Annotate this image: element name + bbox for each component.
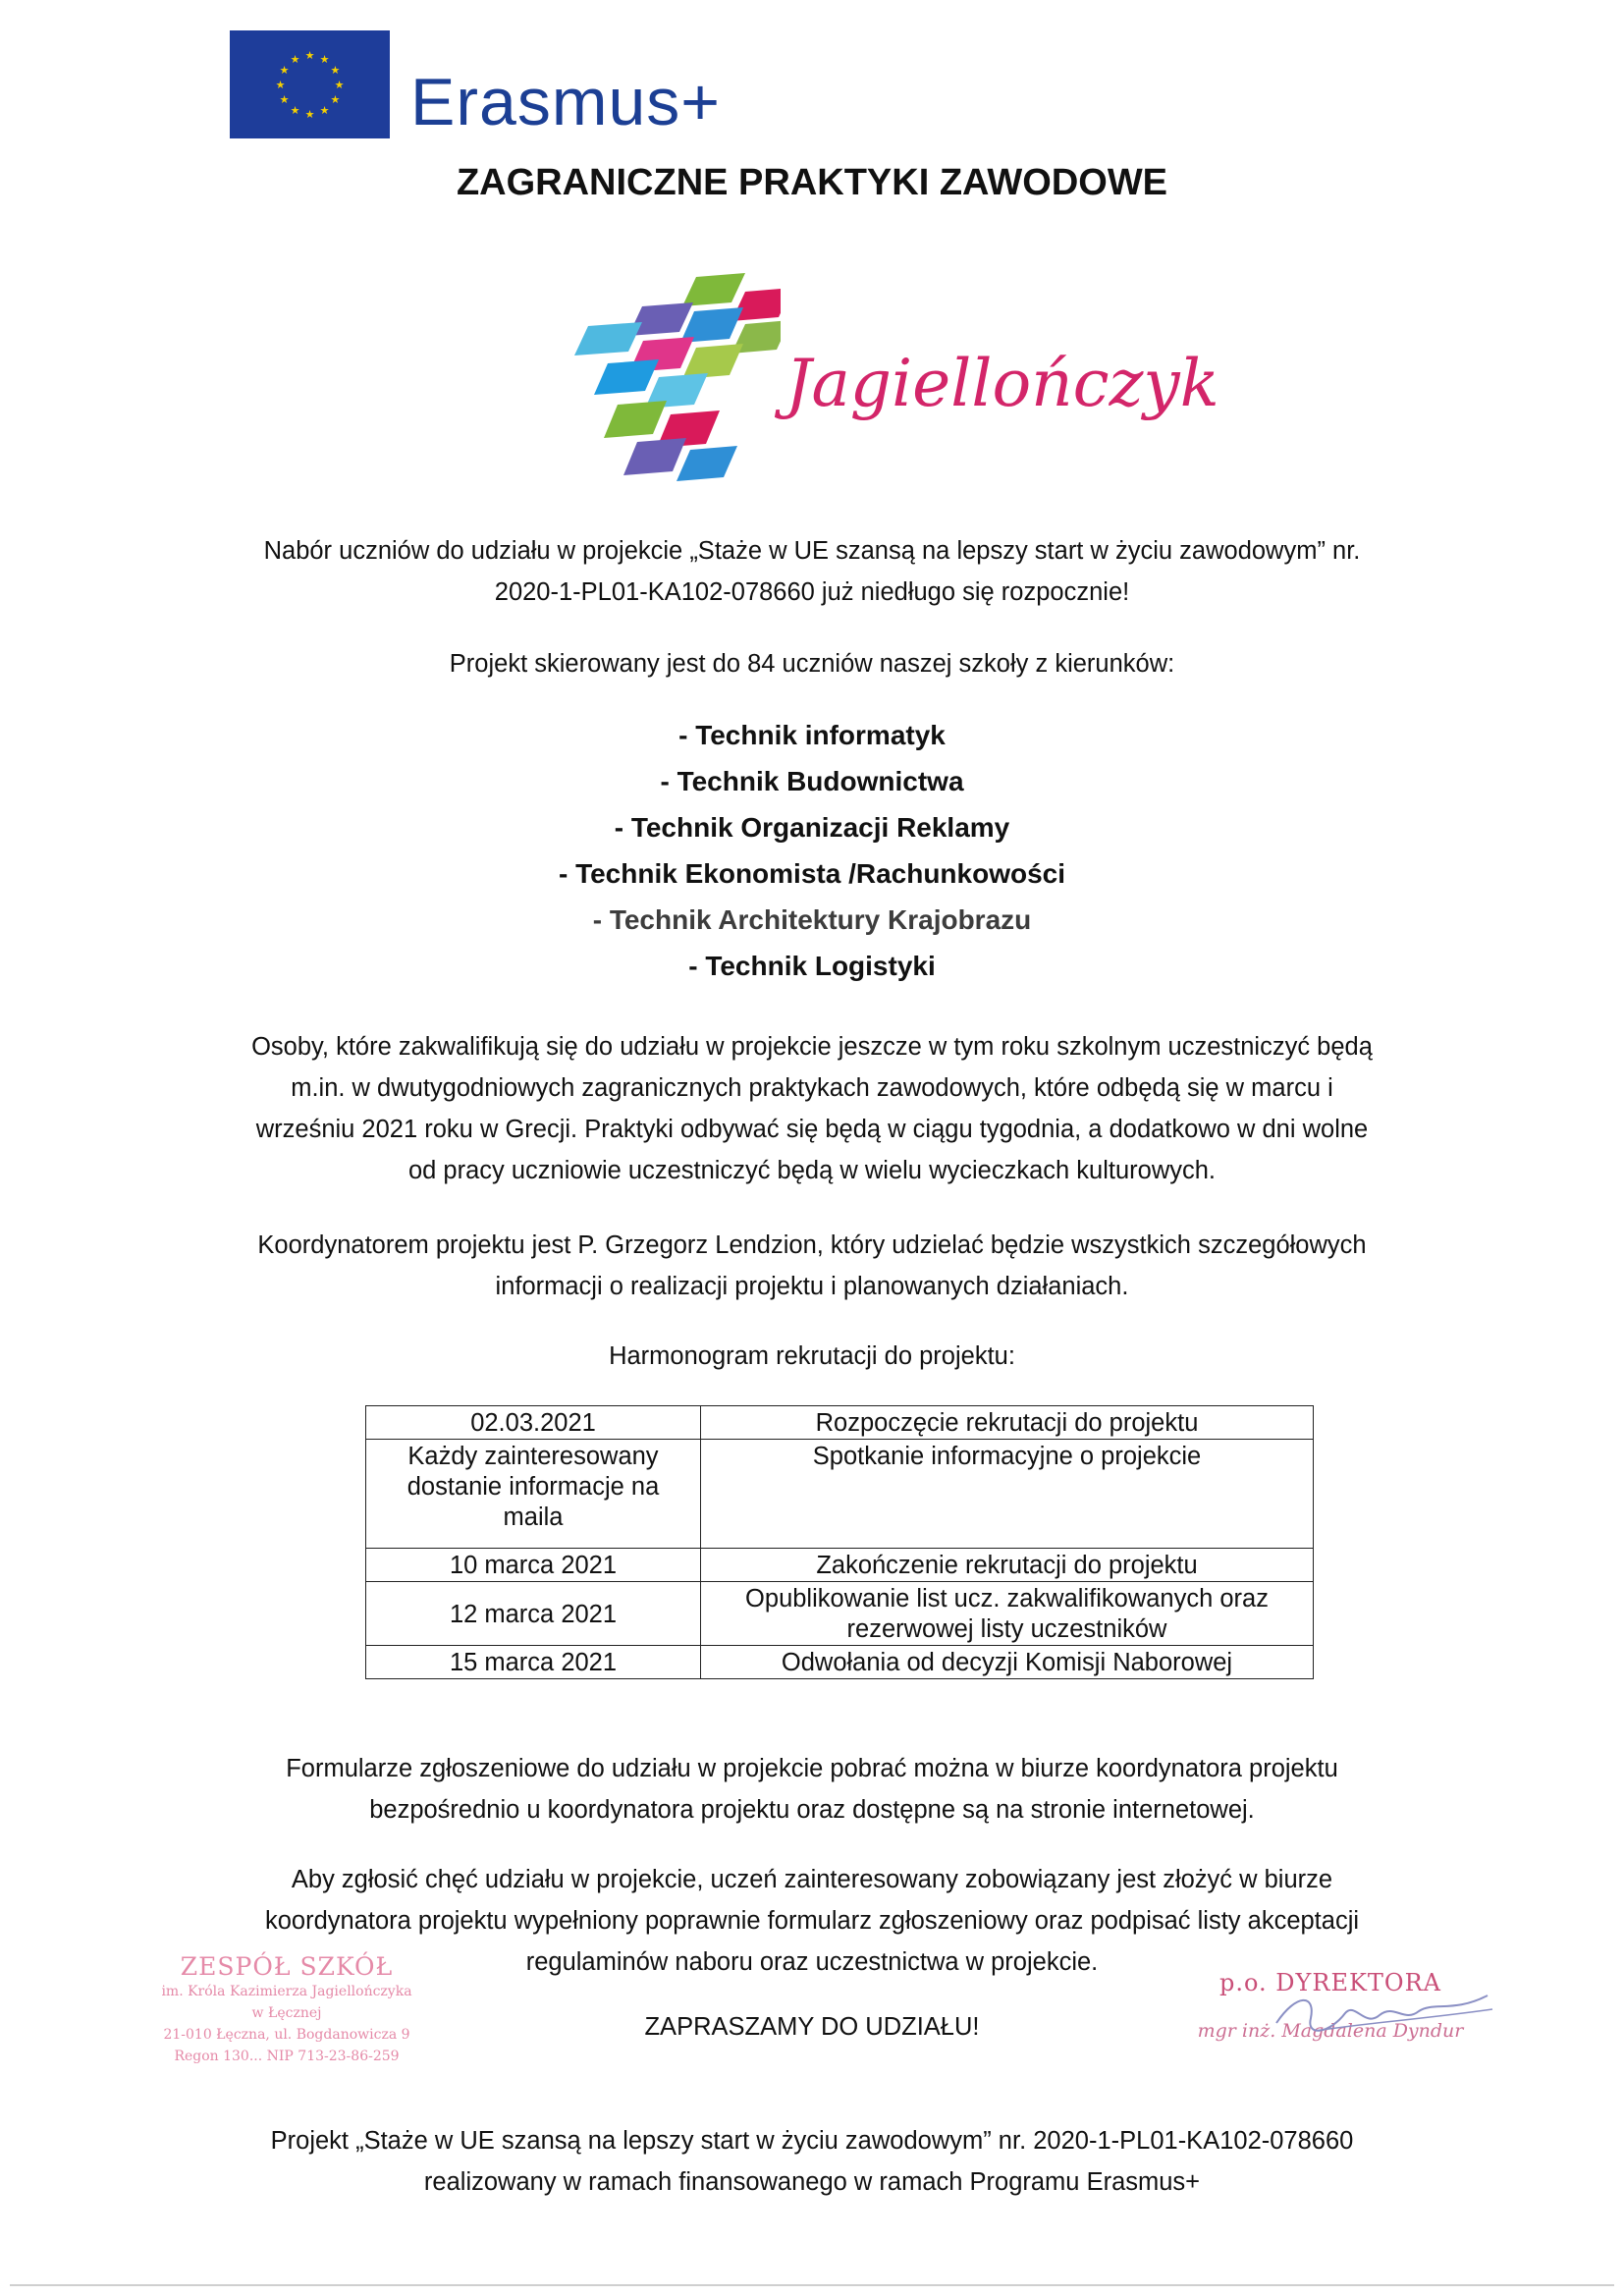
school-stamp-title: ZESPÓŁ SZKÓŁ (180, 1952, 394, 1981)
activities-line: wrześniu 2021 roku w Grecji. Praktyki odbywać się będą w ciągu tygodnia, a dodatkowo w dni wolne (255, 1116, 1369, 1143)
field-item: - Technik Architektury Krajobrazu (592, 904, 1032, 935)
schedule-date-cell: 12 marca 2021 (366, 1582, 701, 1646)
forms-paragraph (0, 1748, 1624, 1831)
page-title: ZAGRANICZNE PRAKTYKI ZAWODOWE (456, 162, 1168, 203)
field-item: - Technik Ekonomista /Rachunkowości (558, 858, 1066, 889)
activities-paragraph (0, 1026, 1624, 1191)
apply-line: koordynatora projektu wypełniony poprawnie formularz zgłoszeniowy oraz podpisać listy akceptacji (264, 1907, 1360, 1935)
apply-line: regulaminów naboru oraz uczestnictwa w projekcie. (525, 1948, 1099, 1976)
table-row (366, 1549, 1314, 1582)
eu-star-icon: ★ (334, 80, 345, 91)
eu-star-icon: ★ (304, 50, 315, 62)
footer-line: realizowany w ramach finansowanego w ramach Programu Erasmus+ (423, 2168, 1201, 2196)
logo-tile (682, 344, 743, 379)
school-stamp-line: w Łęcznej (251, 2005, 322, 2021)
apply-line: Aby zgłosić chęć udziału w projekcie, uczeń zainteresowany zobowiązany jest złożyć w biurze (291, 1866, 1333, 1893)
handwritten-signature (1257, 1984, 1502, 2043)
school-stamp-line: 21-010 Łęczna, ul. Bogdanowicza 9 (163, 2027, 410, 2043)
eu-star-icon: ★ (304, 109, 315, 121)
schedule-date-cell: 02.03.2021 (366, 1406, 701, 1440)
erasmus-plus-logo-text: Erasmus+ (410, 65, 721, 139)
coordinator-paragraph (0, 1225, 1624, 1307)
eu-flag-logo (230, 30, 390, 138)
schedule-event-cell: Spotkanie informacyjne o projekcie (701, 1440, 1314, 1549)
logo-tile (677, 446, 737, 481)
eu-star-icon: ★ (290, 104, 300, 117)
logo-tile (682, 273, 745, 306)
schedule-event-cell: Opublikowanie list ucz. zakwalifikowanych oraz rezerwowej listy uczestników (701, 1582, 1314, 1646)
school-stamp-line: im. Króla Kazimierza Jagiellończyka (161, 1984, 412, 1999)
schedule-event-cell: Zakończenie rekrutacji do projektu (701, 1549, 1314, 1582)
table-row (366, 1440, 1314, 1549)
schedule-event-cell: Rozpoczęcie rekrutacji do projektu (701, 1406, 1314, 1440)
activities-line: Osoby, które zakwalifikują się do udziału w projekcie jeszcze w tym roku szkolnym uczestniczyć będą (251, 1033, 1373, 1061)
school-logo-mosaic (535, 267, 781, 493)
eu-star-icon: ★ (330, 94, 341, 106)
schedule-event-cell: Odwołania od decyzji Komisji Naborowej (701, 1646, 1314, 1679)
schedule-table (365, 1405, 1314, 1679)
intro-line: 2020-1-PL01-KA102-078660 już niedługo się rozpocznie! (494, 578, 1130, 606)
field-item: - Technik informatyk (678, 720, 946, 750)
intro-paragraph (0, 530, 1624, 613)
schedule-date-cell: 10 marca 2021 (366, 1549, 701, 1582)
eu-stars-icon (230, 30, 390, 138)
footer-line: Projekt „Staże w UE szansą na lepszy start w życiu zawodowym” nr. 2020-1-PL01-KA102-078660 (270, 2127, 1354, 2155)
target-group-text: Projekt skierowany jest do 84 uczniów naszej szkoły z kierunków: (449, 650, 1175, 678)
schedule-date-cell: 15 marca 2021 (366, 1646, 701, 1679)
eu-star-icon: ★ (275, 80, 286, 91)
footer-paragraph (0, 2120, 1624, 2203)
eu-star-icon: ★ (330, 65, 341, 77)
table-row (366, 1406, 1314, 1440)
eu-star-icon: ★ (319, 54, 330, 67)
eu-star-icon: ★ (279, 65, 290, 77)
intro-line: Nabór uczniów do udziału w projekcie „Staże w UE szansą na lepszy start w życiu zawodowym” nr. (263, 537, 1361, 565)
eu-star-icon: ★ (290, 54, 300, 67)
logo-tile (628, 302, 693, 336)
school-stamp (90, 1952, 483, 2067)
field-item: - Technik Logistyki (688, 951, 936, 981)
fields-list (0, 712, 1624, 989)
director-stamp-title: p.o. DYREKTORA (1219, 1969, 1441, 1996)
coordinator-line: informacji o realizacji projektu i planowanych działaniach. (495, 1273, 1129, 1300)
invitation-text: ZAPRASZAMY DO UDZIAŁU! (644, 2013, 980, 2041)
director-stamp-name: mgr inż. Magdalena Dyndur (1197, 2020, 1464, 2042)
schedule-date-cell: Każdy zainteresowany dostanie informacje na maila (366, 1440, 701, 1549)
coordinator-line: Koordynatorem projektu jest P. Grzegorz Lendzion, który udzielać będzie wszystkich szczegółowych (257, 1231, 1367, 1259)
eu-star-icon: ★ (319, 104, 330, 117)
scan-edge-divider (10, 2284, 1614, 2286)
eu-star-icon: ★ (279, 94, 290, 106)
activities-line: od pracy uczniowie uczestniczyć będą w wielu wycieczkach kulturowych. (407, 1157, 1216, 1184)
table-row (366, 1646, 1314, 1679)
field-item: - Technik Budownictwa (660, 766, 964, 796)
logo-tile (623, 438, 686, 475)
activities-line: m.in. w dwutygodniowych zagranicznych praktykach zawodowych, które odbędą się w marcu i (291, 1074, 1333, 1102)
schedule-heading: Harmonogram rekrutacji do projektu: (609, 1342, 1015, 1370)
table-row (366, 1582, 1314, 1646)
field-item: - Technik Organizacji Reklamy (614, 812, 1010, 843)
logo-tile (594, 359, 659, 395)
logo-tile (604, 401, 667, 438)
forms-line: Formularze zgłoszeniowe do udziału w projekcie pobrać można w biurze koordynatora projektu (286, 1755, 1338, 1782)
logo-tile (574, 322, 642, 355)
school-stamp-line: Regon 130... NIP 713-23-86-259 (174, 2049, 400, 2064)
forms-line: bezpośrednio u koordynatora projektu oraz dostępne są na stronie internetowej. (369, 1796, 1255, 1824)
school-logo-name: Jagiellończyk (785, 346, 1219, 421)
